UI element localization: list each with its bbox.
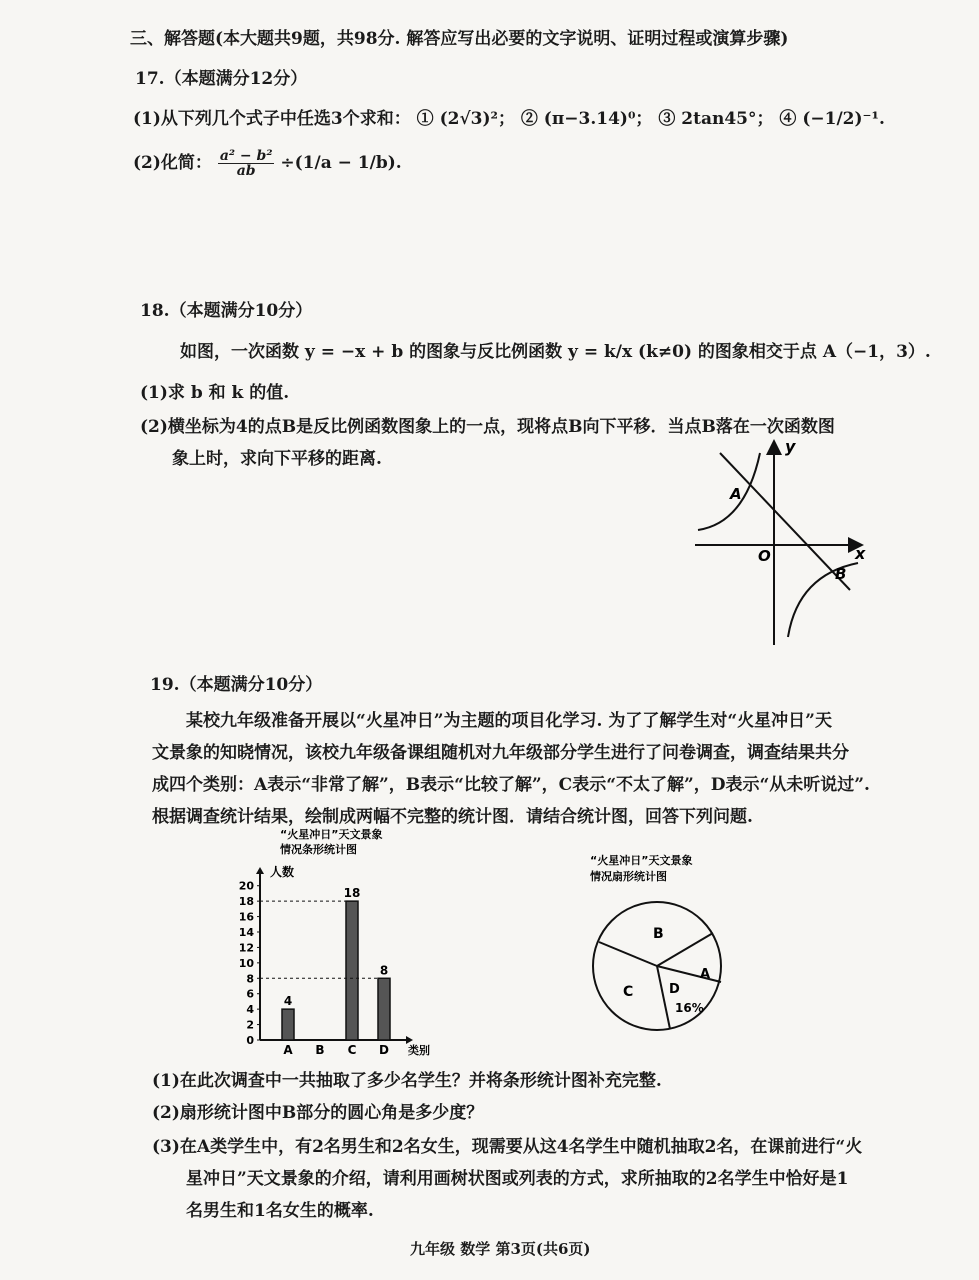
pie-label-d: D [669,982,680,997]
bar-a [282,1009,294,1040]
q18-part2-line2: 象上时，求向下平移的距离. [172,449,382,469]
q19-question-2: (2)扇形统计图中B部分的圆心角是多少度？ [152,1103,484,1123]
bar-chart-x-arrow [406,1036,413,1044]
q19-question-1: (1)在此次调查中一共抽取了多少名学生？并将条形统计图补充完整. [152,1071,662,1091]
q17-part2-prefix: (2)化简： [133,153,212,173]
pie-percent-d: 16% [675,1001,704,1015]
pie-chart-title-line-1: “火星冲日”天文景象 [590,854,693,867]
bar-data-label: 18 [343,886,361,901]
bar-category-label: D [379,1043,389,1056]
q17-part2 [133,148,402,178]
bar-chart-title-line-1: “火星冲日”天文景象 [280,828,383,841]
bar-chart-y-tick-label: 14 [238,926,254,939]
bar-chart-title-line-2: 情况条形统计图 [280,843,357,856]
pie-chart-title-line-2: 情况扇形统计图 [590,870,667,883]
q18-function-graph [690,435,870,655]
bar-chart-y-tick-label: 6 [246,987,254,1001]
q17-item-4: ④ (−1/2)⁻¹. [779,109,885,129]
bar-chart-x-label: 类别 [408,1044,430,1056]
q18-part1: (1)求 b 和 k 的值. [140,383,290,403]
bar-chart-y-tick-label: 4 [246,1003,254,1017]
bar-category-label: A [283,1043,293,1056]
pie-label-b: B [653,926,664,942]
graph-y-label: y [785,437,796,456]
bar-chart-y-tick-label: 8 [246,972,254,986]
q19-para-line-1: 某校九年级准备开展以“火星冲日”为主题的项目化学习. 为了了解学生对“火星冲日”天 [186,711,832,731]
q19-heading: 19.（本题满分10分） [150,675,323,695]
section-header: 三、解答题(本大题共9题，共98分. 解答应写出必要的文字说明、证明过程或演算步骤) [130,29,789,49]
q17-item-1: ① (2√3)²； [416,109,515,129]
pie-label-a: A [700,967,711,982]
bar-chart-y-tick-label: 12 [238,941,254,955]
bar-chart-y-tick-label: 16 [238,910,254,924]
graph-point-b-label: B [835,565,847,583]
q19-question-3-line-3: 名男生和1名女生的概率. [186,1201,374,1221]
q17-frac-num: a² − b² [219,148,273,164]
q18-part2-line1: (2)横坐标为4的点B是反比例函数图象上的一点，现将点B向下平移．当点B落在一次函数图 [140,417,835,437]
q18-heading: 18.（本题满分10分） [140,301,313,321]
bar-c [346,901,358,1040]
page-footer: 九年级 数学 第3页(共6页) [410,1240,591,1258]
bar-chart-y-tick-label: 10 [238,956,254,970]
q17-heading: 17.（本题满分12分） [135,69,308,89]
graph-linear-line [720,453,850,590]
q17-item-3: ③ 2tan45°； [658,109,774,129]
bar-chart-y-tick-label: 20 [238,879,254,893]
pie-divider-3 [657,966,721,982]
bar-d [378,978,390,1040]
q17-part1 [133,104,885,129]
bar-data-label: 4 [283,994,293,1009]
graph-hyperbola-branch-right [788,563,858,637]
q19-question-3-line-2: 星冲日”天文景象的介绍，请利用画树状图或列表的方式，求所抽取的2名学生中恰好是1 [186,1169,849,1189]
q19-para-line-4: 根据调查统计结果，绘制成两幅不完整的统计图．请结合统计图，回答下列问题. [152,807,753,827]
q19-para-line-3: 成四个类别：A表示“非常了解”，B表示“比较了解”，C表示“不太了解”，D表示“从未听说过”. [152,775,870,795]
bar-chart-y-tick-label: 0 [246,1034,254,1047]
graph-x-label: x [855,544,866,563]
pie-divider-2 [657,933,713,966]
q17-frac-den: ab [236,163,256,179]
q18-intro: 如图，一次函数 y = −x + b 的图象与反比例函数 y = k/x (k≠0) 的图象相交于点 A（−1，3）. [180,342,931,362]
q19-question-3-line-1: (3)在A类学生中，有2名男生和2名女生，现需要从这4名学生中随机抽取2名，在课前进行“火 [152,1137,863,1157]
bar-category-label: C [347,1043,357,1056]
bar-category-label: B [315,1043,325,1056]
bar-data-label: 8 [379,963,389,978]
pie-label-c: C [623,984,634,1000]
pie-chart [585,852,745,1042]
bar-chart-y-tick-label: 2 [246,1018,254,1032]
graph-point-a-label: A [730,485,742,503]
bar-chart-y-arrow [256,867,264,874]
graph-origin-label: O [758,547,771,565]
pie-divider-4 [657,966,670,1029]
q17-part1-prefix: (1)从下列几个式子中任选3个求和： [133,109,411,129]
bar-chart-y-tick-label: 18 [238,895,254,909]
bar-chart [230,826,430,1056]
q17-part2-rest: ÷(1/a − 1/b). [280,153,402,173]
q17-item-2: ② (π−3.14)⁰； [520,109,653,129]
bar-chart-y-label: 人数 [270,865,295,879]
pie-divider-1 [599,942,657,966]
q17-fraction [218,149,275,178]
q19-para-line-2: 文景象的知晓情况，该校九年级备课组随机对九年级部分学生进行了问卷调查，调查结果共分 [152,743,849,763]
graph-hyperbola-branch-left [698,453,760,530]
